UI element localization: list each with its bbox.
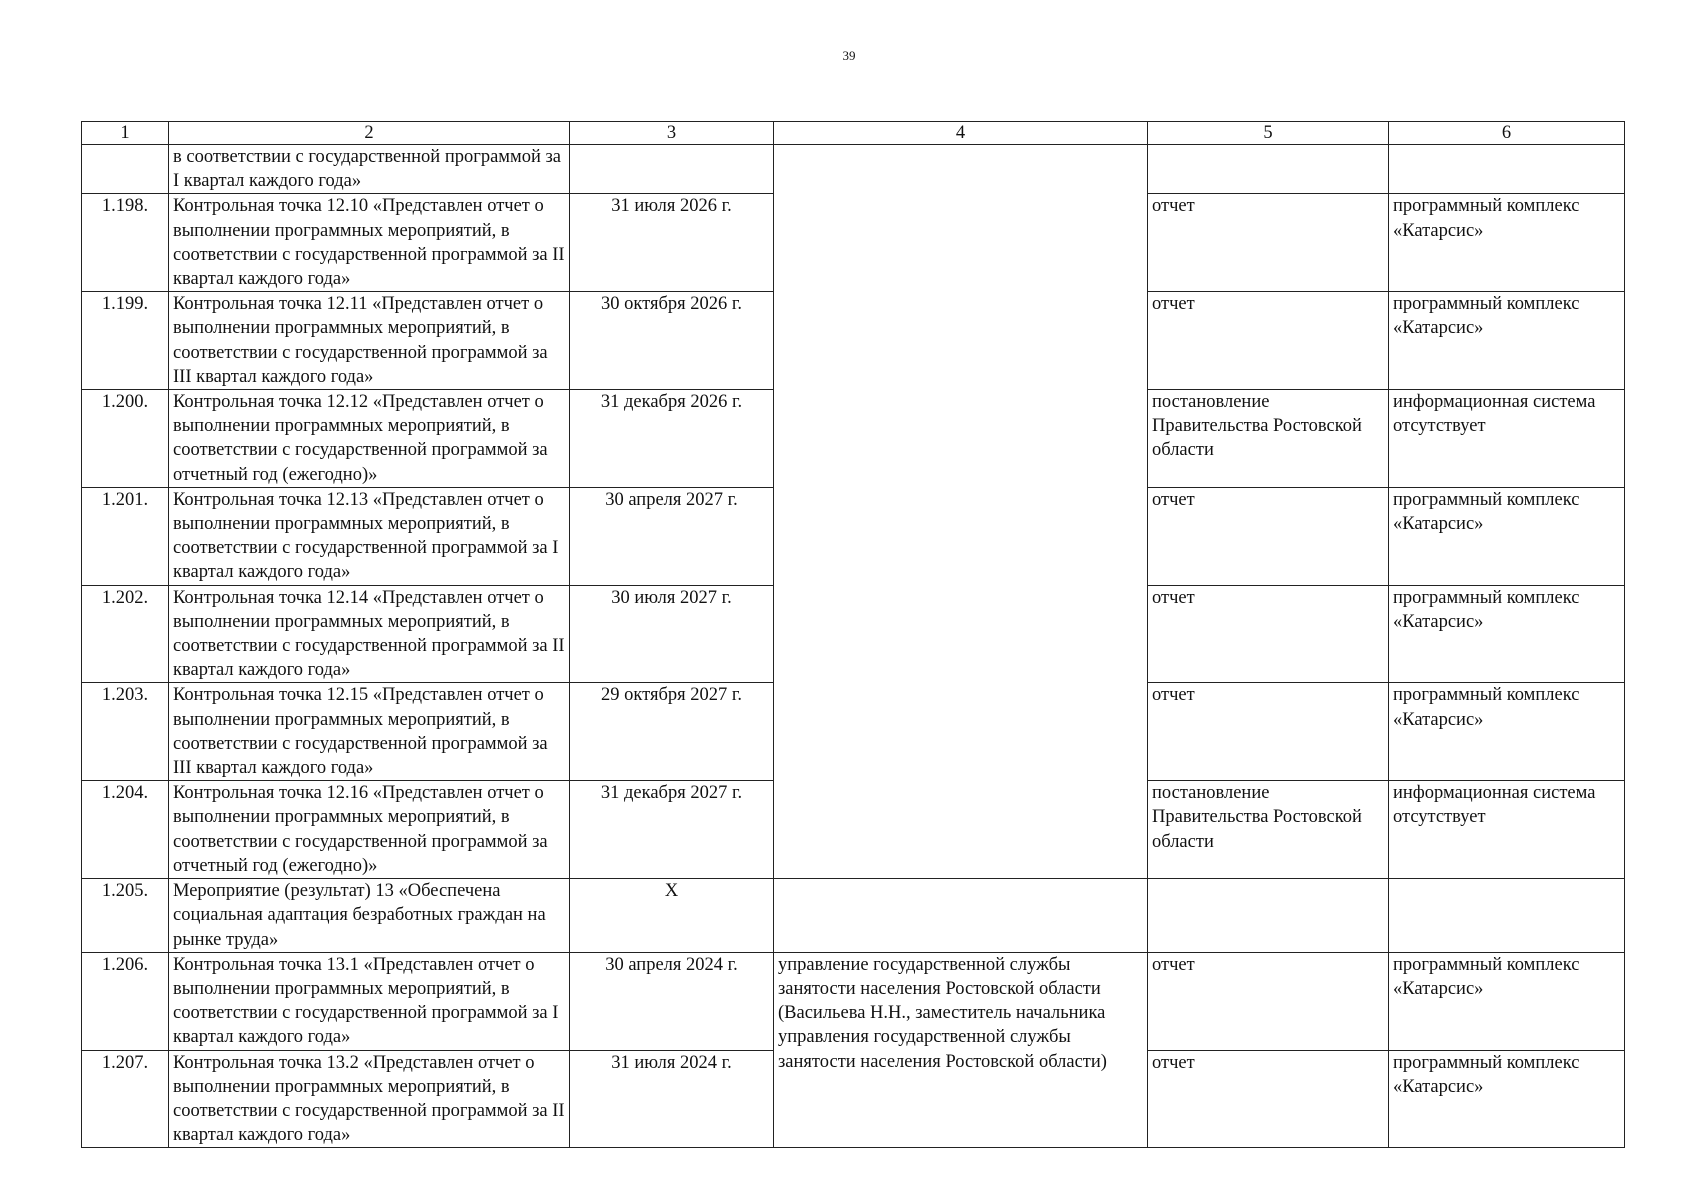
column-header-1: 1	[82, 122, 169, 145]
row-date: 30 апреля 2027 г.	[570, 487, 774, 585]
row-date: 31 июля 2026 г.	[570, 194, 774, 292]
row-description: Контрольная точка 12.10 «Представлен отчет о выполнении программных мероприятий, в соответствии с государственной программой за II квартал каждого года»	[169, 194, 570, 292]
row-description: Контрольная точка 12.12 «Представлен отчет о выполнении программных мероприятий, в соответствии с государственной программой за отчетный год (ежегодно)»	[169, 390, 570, 488]
page-number: 39	[842, 48, 856, 63]
column-header-3: 3	[570, 122, 774, 145]
responsible-cell-empty	[774, 879, 1148, 953]
row-description: Контрольная точка 12.13 «Представлен отчет о выполнении программных мероприятий, в соответствии с государственной программой за I квартал каждого года»	[169, 487, 570, 585]
row-information-system: программный комплекс «Катарсис»	[1389, 194, 1625, 292]
row-document: постановление Правительства Ростовской области	[1148, 781, 1389, 879]
table-row	[82, 952, 1625, 1050]
row-document: постановление Правительства Ростовской области	[1148, 390, 1389, 488]
row-number: 1.207.	[82, 1050, 169, 1148]
row-description: Контрольная точка 13.2 «Представлен отчет о выполнении программных мероприятий, в соответствии с государственной программой за II квартал каждого года»	[169, 1050, 570, 1148]
column-number-header	[82, 122, 1625, 145]
column-header-4: 4	[774, 122, 1148, 145]
row-document	[1148, 145, 1389, 194]
row-document: отчет	[1148, 194, 1389, 292]
row-information-system: информационная система отсутствует	[1389, 390, 1625, 488]
row-information-system	[1389, 145, 1625, 194]
column-header-5: 5	[1148, 122, 1389, 145]
row-date: 30 октября 2026 г.	[570, 292, 774, 390]
responsible-cell-empty	[774, 145, 1148, 879]
row-date: 30 апреля 2024 г.	[570, 952, 774, 1050]
row-description: Контрольная точка 13.1 «Представлен отчет о выполнении программных мероприятий, в соответствии с государственной программой за I квартал каждого года»	[169, 952, 570, 1050]
row-date: 31 декабря 2026 г.	[570, 390, 774, 488]
row-information-system: программный комплекс «Катарсис»	[1389, 1050, 1625, 1148]
row-document: отчет	[1148, 1050, 1389, 1148]
row-description: Контрольная точка 12.16 «Представлен отчет о выполнении программных мероприятий, в соответствии с государственной программой за отчетный год (ежегодно)»	[169, 781, 570, 879]
row-information-system: информационная система отсутствует	[1389, 781, 1625, 879]
responsible-executor: управление государственной службы занятости населения Ростовской области (Васильева Н.Н., заместитель начальника управления государственной службы занятости населения Ростовской области)	[774, 952, 1148, 1148]
column-header-2: 2	[169, 122, 570, 145]
row-date: 31 декабря 2027 г.	[570, 781, 774, 879]
row-date	[570, 145, 774, 194]
row-number: 1.201.	[82, 487, 169, 585]
row-document: отчет	[1148, 585, 1389, 683]
table-row	[82, 879, 1625, 953]
row-information-system: программный комплекс «Катарсис»	[1389, 487, 1625, 585]
row-document	[1148, 879, 1389, 953]
row-information-system: программный комплекс «Катарсис»	[1389, 952, 1625, 1050]
row-information-system: программный комплекс «Катарсис»	[1389, 292, 1625, 390]
row-document: отчет	[1148, 487, 1389, 585]
column-header-6: 6	[1389, 122, 1625, 145]
table-row	[82, 145, 1625, 194]
row-number	[82, 145, 169, 194]
row-information-system	[1389, 879, 1625, 953]
row-number: 1.205.	[82, 879, 169, 953]
row-description: Мероприятие (результат) 13 «Обеспечена социальная адаптация безработных граждан на рынке труда»	[169, 879, 570, 953]
row-number: 1.198.	[82, 194, 169, 292]
control-points-table	[81, 121, 1625, 1148]
row-date: 31 июля 2024 г.	[570, 1050, 774, 1148]
row-document: отчет	[1148, 292, 1389, 390]
row-number: 1.204.	[82, 781, 169, 879]
row-number: 1.202.	[82, 585, 169, 683]
row-document: отчет	[1148, 683, 1389, 781]
row-description: в соответствии с государственной программой за I квартал каждого года»	[169, 145, 570, 194]
row-information-system: программный комплекс «Катарсис»	[1389, 585, 1625, 683]
row-description: Контрольная точка 12.14 «Представлен отчет о выполнении программных мероприятий, в соответствии с государственной программой за II квартал каждого года»	[169, 585, 570, 683]
row-number: 1.199.	[82, 292, 169, 390]
row-number: 1.206.	[82, 952, 169, 1050]
row-information-system: программный комплекс «Катарсис»	[1389, 683, 1625, 781]
row-date: 30 июля 2027 г.	[570, 585, 774, 683]
row-number: 1.203.	[82, 683, 169, 781]
row-document: отчет	[1148, 952, 1389, 1050]
row-date: 29 октября 2027 г.	[570, 683, 774, 781]
row-description: Контрольная точка 12.15 «Представлен отчет о выполнении программных мероприятий, в соответствии с государственной программой за III квартал каждого года»	[169, 683, 570, 781]
row-description: Контрольная точка 12.11 «Представлен отчет о выполнении программных мероприятий, в соответствии с государственной программой за III квартал каждого года»	[169, 292, 570, 390]
row-date: Х	[570, 879, 774, 953]
row-number: 1.200.	[82, 390, 169, 488]
